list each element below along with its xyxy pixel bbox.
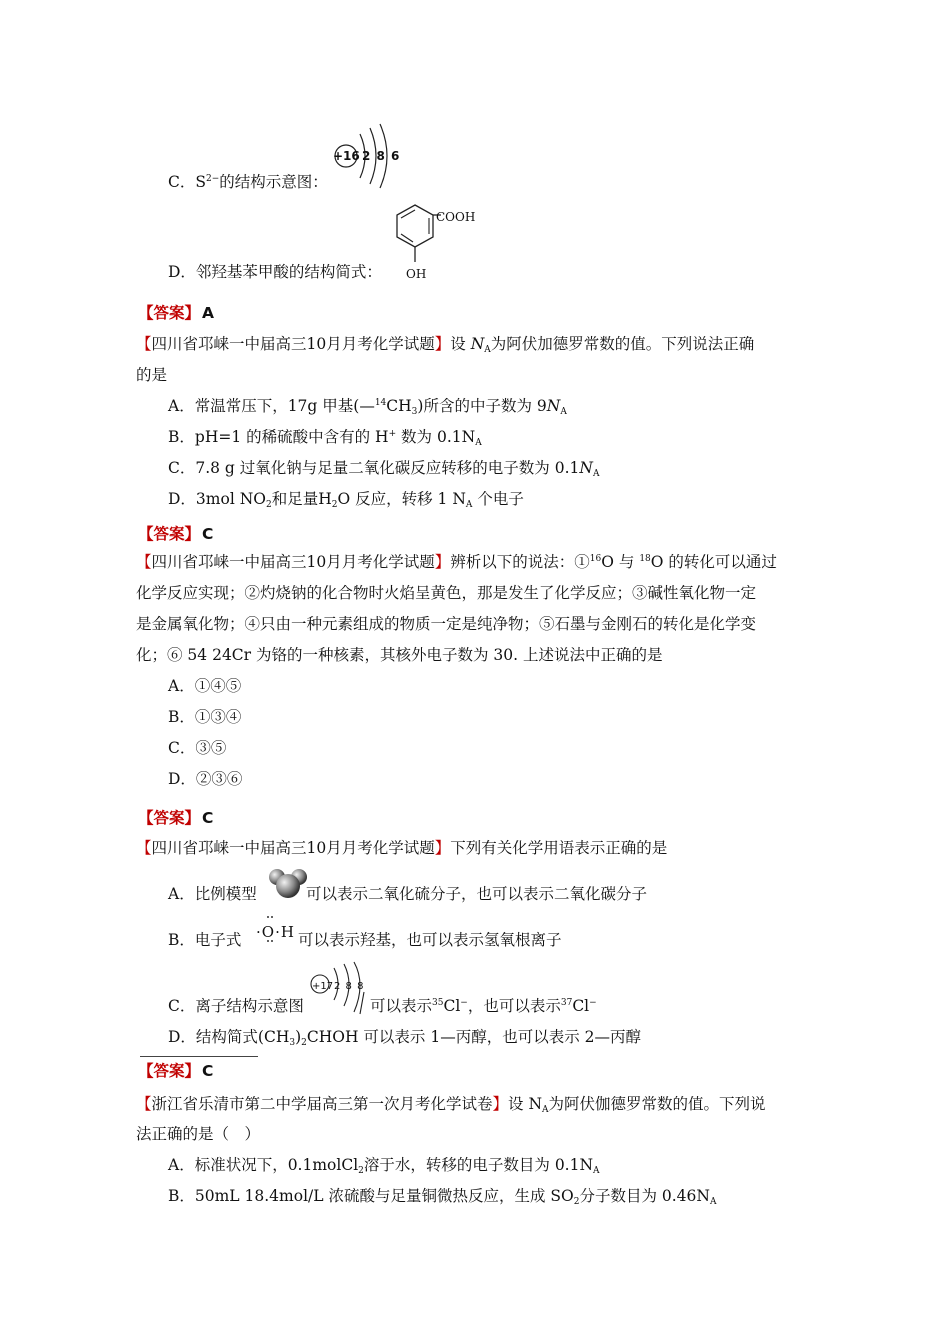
q4-option-d: D．结构简式$(CH_3)_2CHOH$ 可以表示 1—丙醇，也可以表示 2—丙醇 [168,1028,641,1048]
q2-stem-line2: 的是 [136,366,168,384]
oh-group-label: OH [406,267,427,281]
q4-option-b-label: B．电子式 [168,931,242,949]
q3-option-b: B．①③④ [168,708,242,726]
q4-answer: 【答案】 C [138,1062,214,1080]
q5-option-b: B．50mL 18.4mol/L 浓硫酸与足量铜微热反应，生成 $SO_2$分子数目为 $0.46N_A$ [168,1187,717,1207]
cooh-group-label: COOH [436,210,476,224]
hydroxyl-electron-formula: ·O·H [256,923,295,941]
q1-option-d: D．邻羟基苯甲酸的结构简式： [168,263,382,281]
q2-option-a: A．常温常压下，17g 甲基$(—^{14}CH_3)$所含的中子数为 $9N_A$ [168,397,567,417]
q4-stem: 【四川省邛崃一中届高三10月月考化学试题】下列有关化学用语表示正确的是 [136,839,668,857]
q2-option-d: D．3mol $NO_2$和足量$H_2O$ 反应，转移 1 $N_A$ 个电子 [168,490,524,510]
space-filling-model-image [268,866,308,902]
chlorine-shell-electrons: 2 8 8 [334,981,365,992]
q3-option-d: D．②③⑥ [168,770,243,788]
q4-option-b-text: 可以表示羟基，也可以表示氢氧根离子 [298,931,562,949]
q5-stem: 【浙江省乐清市第二中学届高三第一次月考化学试卷】设 $N_A$为阿伏伽德罗常数的值。下列说 [136,1095,766,1115]
separator-rule [140,1056,258,1057]
chlorine-nucleus-label: +17 [312,981,334,992]
q3-stem-line1: 【四川省邛崃一中届高三10月月考化学试题】辨析以下的说法：①$^{16}$O 与 $^{18}$O 的转化可以通过 [136,553,777,571]
q3-answer: 【答案】 C [138,809,214,827]
q2-answer: 【答案】 C [138,525,214,543]
q4-option-a-text: 可以表示二氧化硫分子，也可以表示二氧化碳分子 [306,885,648,903]
q2-option-c: C．7.8 g 过氧化钠与足量二氧化碳反应转移的电子数为 $0.1N_A$ [168,459,600,479]
q5-stem-line2: 法正确的是（ ） [136,1125,261,1143]
q2-stem: 【四川省邛崃一中届高三10月月考化学试题】设 $N_A$为阿伏加德罗常数的值。下列说法正确 [136,335,755,355]
sulfur-shell-electrons: 2 8 6 [362,149,401,163]
q2-option-b: B．pH=1 的稀硫酸中含有的 H+ 数为 $0.1N_A$ [168,428,482,448]
q1-answer: 【答案】 A [138,304,215,322]
q4-option-a-label: A．比例模型 [168,885,257,903]
q3-stem-line3: 是金属氧化物；④只由一种元素组成的物质一定是纯净物；⑤石墨与金刚石的转化是化学变 [136,615,757,633]
q1-option-c: C．$S^{2-}$的结构示意图： [168,173,328,191]
q4-option-c-text: 可以表示$^{35}$Cl−，也可以表示$^{37}$Cl− [370,997,597,1015]
sulfur-nucleus-label: +16 [333,149,360,163]
q3-stem-line4: 化；⑥ 54 24Cr 为铬的一种核素，其核外电子数为 30. 上述说法中正确的是 [136,646,663,664]
q3-option-c: C．③⑤ [168,739,227,757]
q3-stem-line2: 化学反应实现；②灼烧钠的化合物时火焰呈黄色，那是发生了化学反应；③碱性氧化物一定 [136,584,757,602]
q5-option-a: A．标准状况下，0.1molCl$_2$溶于水，转移的电子数目为 $0.1N_A$ [168,1156,600,1176]
q4-option-c-label: C．离子结构示意图 [168,997,304,1015]
q3-option-a: A．①④⑤ [168,677,242,695]
